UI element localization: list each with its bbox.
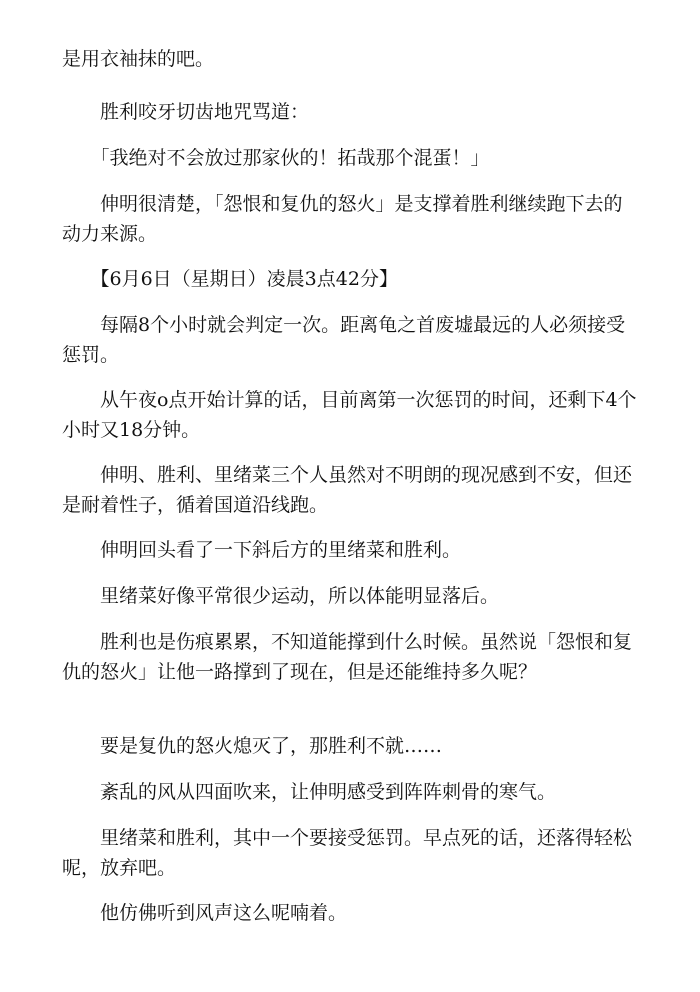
paragraph: 他仿佛听到风声这么呢喃着。 bbox=[62, 902, 348, 924]
paragraph: 「我绝对不会放过那家伙的！拓哉那个混蛋！」 bbox=[62, 147, 490, 169]
date-heading: 【6月6日（星期日）凌晨3点42分】 bbox=[62, 268, 398, 290]
paragraph: 紊乱的风从四面吹来，让伸明感受到阵阵刺骨的寒气。 bbox=[62, 781, 557, 803]
paragraph: 伸明、胜利、里绪菜三个人虽然对不明朗的现况感到不安，但还是耐着性子，循着国道沿线跑。 bbox=[62, 464, 633, 516]
paragraph: 要是复仇的怒火熄灭了，那胜利不就…… bbox=[62, 735, 443, 757]
paragraph: 伸明很清楚，「怨恨和复仇的怒火」是支撑着胜利继续跑下去的动力来源。 bbox=[62, 193, 623, 245]
paragraph: 是用衣袖抹的吧。 bbox=[62, 48, 215, 70]
paragraph: 胜利也是伤痕累累，不知道能撑到什么时候。虽然说「怨恨和复仇的怒火」让他一路撑到了现在，但是还能维持多久呢？ bbox=[62, 631, 633, 683]
paragraph: 里绪菜好像平常很少运动，所以体能明显落后。 bbox=[62, 585, 500, 607]
paragraph: 从午夜o点开始计算的话，目前离第一次惩罚的时间，还剩下4个小时又18分钟。 bbox=[62, 389, 637, 441]
paragraph: 里绪菜和胜利，其中一个要接受惩罚。早点死的话，还落得轻松呢，放弃吧。 bbox=[62, 827, 633, 879]
paragraph: 伸明回头看了一下斜后方的里绪菜和胜利。 bbox=[62, 539, 462, 561]
paragraph: 胜利咬牙切齿地咒骂道： bbox=[62, 101, 310, 123]
paragraph: 每隔8个小时就会判定一次。距离龟之首废墟最远的人必须接受惩罚。 bbox=[62, 314, 626, 366]
